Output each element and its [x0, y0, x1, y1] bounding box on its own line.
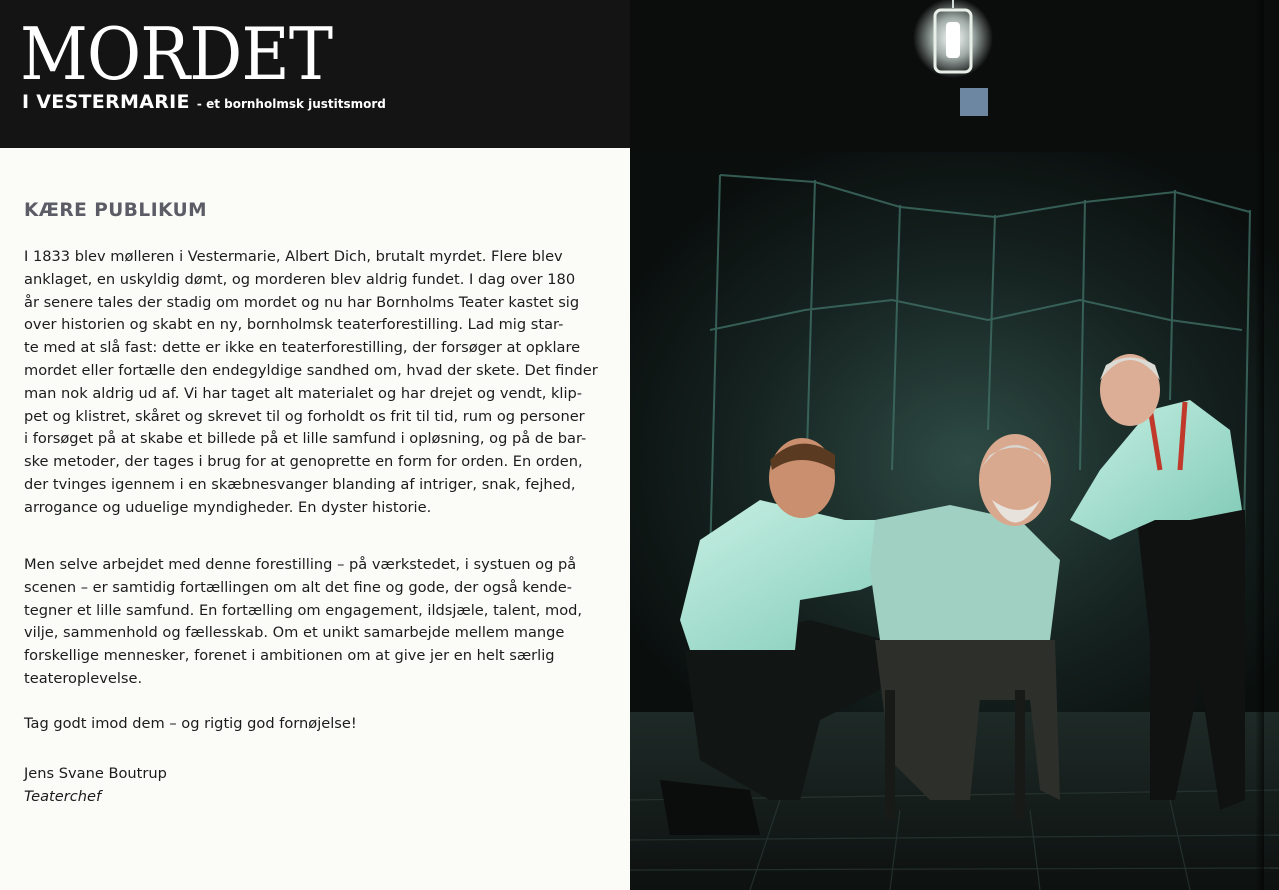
letter-closing: Tag godt imod dem – og rigtig god fornøjelse! [24, 715, 357, 732]
page-gutter-shadow [1256, 0, 1264, 890]
brochure-left-page [0, 0, 630, 890]
play-tagline: - et bornholmsk justitsmord [196, 97, 386, 111]
stage-photo-page [630, 0, 1279, 890]
stage-photo [630, 0, 1279, 890]
letter-paragraph: Men selve arbejdet med denne forestilling – på værkstedet, i systuen og på scenen – er samtidig fortællingen om alt det fine og gode, der også kende- tegner et lille samfund. En fortælling om engagement, ildsjæle, talent, mod, vilje, sammenhold og fællesskab. Om et unikt samarbejde mellem mange forskellige mennesker, forenet i ambitionen om at give jer en helt særlig teateroplevelse. [24, 556, 583, 687]
letter-paragraph: I 1833 blev mølleren i Vestermarie, Albert Dich, brutalt myrdet. Flere blev anklaget, en uskyldig dømt, og morderen blev aldrig fundet. I dag over 180 år senere tales der stadig om mordet og nu har Bornholms Teater kastet sig over historien og skabt en ny, bornholmsk teaterforestilling. Lad mig star- te med at slå fast: dette er ikke en teaterforestilling, der forsøger at opklare mordet eller fortælle den endegyldige sandhed om, hvad der skete. Det finder man nok aldrig ud af. Vi har taget alt materialet og har drejet og vendt, klip- pet og klistret, skåret og skrevet til og forholdt os frit til tid, rum og personer i forsøget på at skabe et billede på et lille samfund i opløsning, og på de bar- ske metoder, der tages i brug for at genoprette en form for orden. En orden, der tvinges igennem i en skæbnesvanger blanding af intriger, snak, fejhed, arrogance og uduelige myndigheder. En dyster historie. [24, 248, 598, 516]
header-band [0, 0, 630, 148]
letter-heading: KÆRE PUBLIKUM [24, 200, 208, 221]
signature-title: Teaterchef [24, 788, 102, 805]
play-title: MORDET [20, 12, 333, 96]
title-subline [22, 91, 386, 113]
play-subtitle: I VESTERMARIE [22, 91, 190, 113]
signature-name: Jens Svane Boutrup [24, 765, 167, 782]
